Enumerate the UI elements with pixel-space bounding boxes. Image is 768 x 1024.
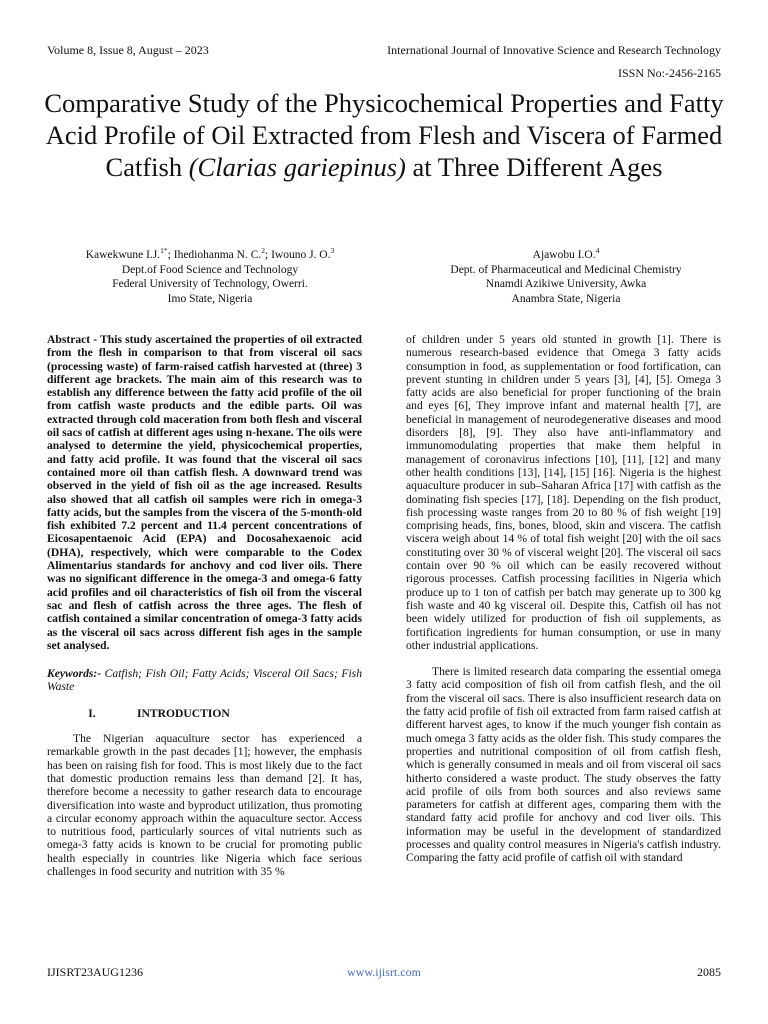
affiliation-left [40, 248, 380, 306]
header-issn: ISSN No:-2456-2165 [617, 66, 721, 80]
footer-website-link[interactable]: www.ijisrt.com [347, 965, 421, 979]
abstract: Abstract - This study ascertained the properties of oil extracted from the flesh in comparison to that from visceral oil sacs (processing waste) of farm-raised catfish harvested at (three) 3 different age brackets. The main aim of this research was to establish any difference between the fatty acid profile of the oil from catfish waste products and the edible parts. Oil was extracted through cold maceration from both flesh and visceral oil sacs of catfish at different ages using n-hexane. The oils were analysed to determine the yield, physicochemical properties, and fatty acid profile. It was found that the visceral oil sacs contained more oil than catfish flesh. A downward trend was observed in the yield of fish oil as the age increased. Results also showed that all catfish oil samples were rich in omega-3 fatty acids, but the samples from the viscera of the 5-month-old fish exhibited 7.2 percent and 11.4 percent concentrations of Eicosapentaenoic Acid (EPA) and Docosahexaenoic acid (DHA), respectively, which were comparable to the Codex Alimentarius standards for anchovy and cod liver oils. There was no significant difference in the omega-3 and omega-6 fatty acid profiles and oil characteristics of fish oil from the visceral sac and flesh of catfish across the three ages. The flesh of catfish contained a similar concentration of omega-3 fatty acids as the visceral oil sacs across different fish ages in the sample set analysed. [47, 333, 362, 652]
title-species: (Clarias gariepinus) [188, 152, 406, 182]
header-journal: International Journal of Innovative Science and Research Technology [387, 43, 721, 57]
university-left: Federal University of Technology, Owerri. [112, 278, 308, 290]
location-left: Imo State, Nigeria [167, 292, 253, 305]
section-number: I. [88, 706, 96, 720]
authors-left: Kawekwune I.J.$^{1*}$; Ihediohanma N. C.$^2$; Iwouno J. O.$^3$ [85, 246, 335, 261]
footer-page-number: 2085 [697, 965, 721, 979]
title-main: Comparative Study of the Physicochemical Properties and Fatty Acid Profile of Oil Extracted from Flesh and Viscera of Farmed Catfish [44, 88, 724, 182]
location-right: Anambra State, Nigeria [511, 292, 621, 305]
paper-title [40, 87, 728, 183]
intro-paragraph-1: The Nigerian aquaculture sector has experienced a remarkable growth in the past decades [1]; however, the emphasis has been on raising fish for food. This is most likely due to the fact that domestic production remains less than demand [2]. It has, therefore become a necessity to gather research data to encourage diversification into waste and byproduct utilization, thus promoting a circular economy approach within the aquaculture sector. Access to nutritious food, particularly sources of vital nutrients such as omega-3 fatty acids is known to be crucial for promoting public health especially in countries like Nigeria which face serious challenges in food security and nutrition with 35 % [47, 732, 362, 878]
dept-right: Dept. of Pharmaceutical and Medicinal Chemistry [450, 263, 682, 276]
authors-right: Ajawobu I.O.$^4$ [532, 246, 600, 261]
university-right: Nnamdi Azikiwe University, Awka [485, 278, 647, 290]
section-title: INTRODUCTION [137, 706, 230, 720]
column-left [47, 333, 362, 878]
intro-paragraph-2: There is limited research data comparing the essential omega 3 fatty acid composition of fish oil from catfish flesh, and the oil from the visceral oil sacs. There is also insufficient research data on the fatty acid profile of fish oil extracted from farm raised catfish at different harvest ages, to know if the much younger fish contain as much omega 3 fatty acids as the older fish. This study compares the properties and nutritional composition of oil from catfish flesh, which is generally consumed in meals and oil from visceral oil sacs hitherto considered a waste product. The study observes the fatty acid profile of oils from both sources and also reviews same parameters for catfish at different ages, comparing them with the standard fatty acid profile for anchovy and cod liver oils. This information may be useful in the development of standardized processes and quality control measures in Nigeria's catfish industry. Comparing the fatty acid profile of catfish oil with standard [406, 665, 721, 865]
intro-paragraph-1-continued: of children under 5 years old stunted in growth [1]. There is numerous research-based evidence that Omega 3 fatty acids consumption in food, as supplementation or food fortification, can prevent stunting in children under 5 years [3], [4], [5]. Omega 3 fatty acids are also beneficial for proper functioning of the brain and eyes [6], They improve infant and maternal health [7], are beneficial in management of neurodegenerative diseases and mood disorders [8], [9]. They also have anti-inflammatory and immunomodulating properties that make them helpful in management of coronavirus infections [10], [11], [12] and many other health conditions [13], [14], [15] [16]. Nigeria is the highest aquaculture producer in sub–Saharan Africa [17] with catfish as the dominating fish species [17], [18]. Depending on the fish product, fish processing waste ranges from 20 to 80 % of fish weight [19] comprising heads, fins, bones, blood, skin and viscera. The catfish viscera weigh about 14 % of total fish weight [20] with the oil sacs constituting over 30 % of visceral weight [20]. The visceral oil sacs contain over 90 % oil which can be easily recovered without rigorous processes. Catfish processing facilities in Nigeria which produce up to 1 ton of catfish per batch may generate up to 300 kg fish waste and 40 kg visceral oil. Despite this, Catfish oil has not been widely utilized for production of fish oil supplements, as fortification ingredients for human consumption, or use in many other industrial applications. [406, 333, 721, 652]
header-volume: Volume 8, Issue 8, August – 2023 [47, 43, 209, 57]
section-heading-introduction [47, 707, 362, 720]
title-tail: at Three Different Ages [405, 152, 663, 182]
dept-left: Dept.of Food Science and Technology [121, 263, 299, 276]
affiliation-right [396, 248, 736, 306]
footer-paper-id: IJISRT23AUG1236 [47, 965, 143, 979]
keywords: Keywords:- Catfish; Fish Oil; Fatty Acids; Visceral Oil Sacs; Fish Waste [47, 667, 362, 694]
column-right [406, 333, 721, 865]
